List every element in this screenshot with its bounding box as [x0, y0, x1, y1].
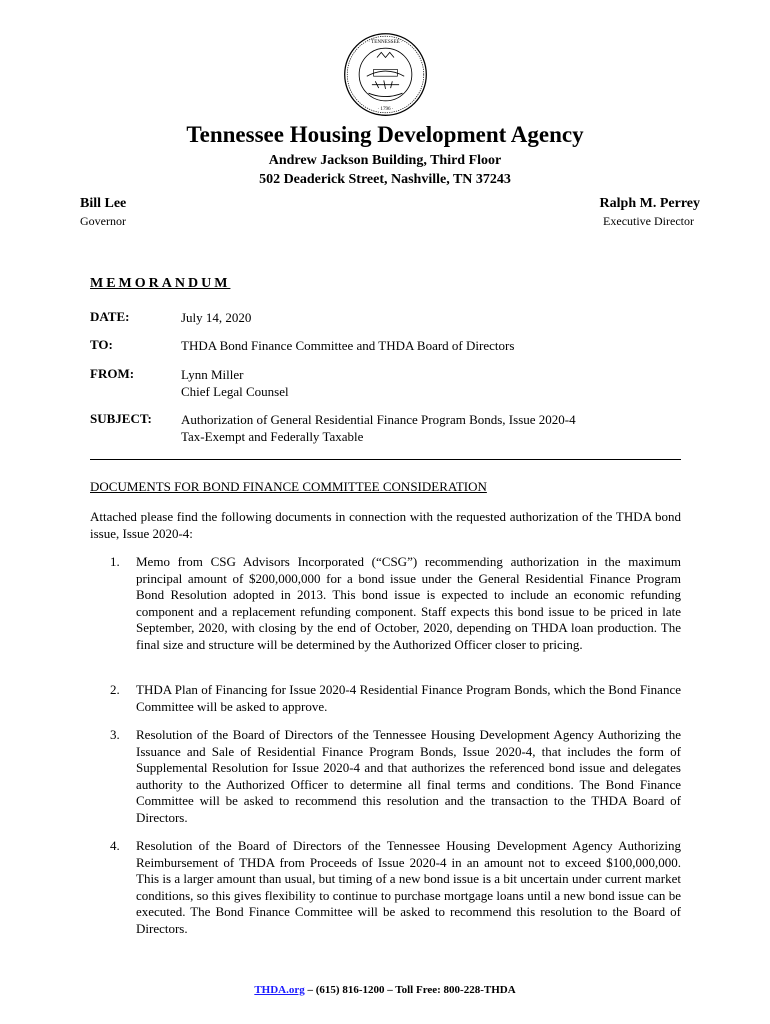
governor-title: Governor	[80, 214, 126, 228]
subject-line-1: Authorization of General Residential Finance Program Bonds, Issue 2020-4	[181, 412, 576, 427]
svg-text:· TENNESSEE ·: · TENNESSEE ·	[368, 39, 403, 46]
thda-website-link[interactable]: THDA.org	[254, 984, 305, 996]
director-title: Executive Director	[603, 214, 694, 228]
list-item-text: Resolution of the Board of Directors of the Tennessee Housing Development Agency Authorizing the Issuance and Sale of Residential Finance Program Bonds, Issue 2020-4, that includes the form of Supplemental Resolution for Issue 2020-4 and that authorizes the referenced bond issue and delegates authority to the Authorized Officer to determine all final terms and conditions. The Bond Finance Committee will be asked to recommend this resolution and the transaction to the THDA Board of Directors.	[136, 727, 681, 825]
to-value: THDA Bond Finance Committee and THDA Board of Directors	[181, 338, 515, 353]
agency-name: Tennessee Housing Development Agency	[186, 122, 584, 147]
list-item-number: 2.	[110, 682, 120, 697]
list-item-text: Memo from CSG Advisors Incorporated (“CSG”) recommending authorization in the maximum principal amount of $200,000,000 for a bond issue under the General Residential Finance Program Bond Resolution adopted in 2013. This bond issue is expected to include an economic refunding component and a replacement refunding component. Staff expects this bond issue to be priced in late September, 2020, with closing by the end of October, 2020, depending on THDA loan production. The final size and structure will be determined by the Authorized Officer closer to pricing.	[136, 554, 681, 652]
from-title: Chief Legal Counsel	[181, 384, 289, 399]
intro-paragraph: Attached please find the following documents in connection with the requested authorization of the THDA bond issue, Issue 2020-4:	[90, 509, 681, 541]
director-name: Ralph M. Perrey	[599, 196, 700, 211]
subject-label: SUBJECT:	[90, 411, 152, 426]
list-item-number: 1.	[110, 554, 120, 569]
subject-line-2: Tax-Exempt and Federally Taxable	[181, 429, 364, 444]
svg-text:· 1796 ·: · 1796 ·	[377, 106, 394, 113]
list-item-number: 4.	[110, 838, 120, 853]
from-name: Lynn Miller	[181, 367, 244, 382]
address-line-1: Andrew Jackson Building, Third Floor	[268, 153, 502, 168]
list-item-text: THDA Plan of Financing for Issue 2020-4 Residential Finance Program Bonds, which the Bond Finance Committee will be asked to approve.	[136, 682, 681, 714]
section-heading: DOCUMENTS FOR BOND FINANCE COMMITTEE CONSIDERATION	[90, 479, 487, 494]
to-label: TO:	[90, 337, 113, 352]
governor-name: Bill Lee	[80, 196, 127, 211]
date-value: July 14, 2020	[181, 310, 252, 325]
state-seal-icon	[343, 32, 428, 117]
list-item-number: 3.	[110, 727, 120, 742]
footer-contact	[0, 984, 770, 996]
memo-title: MEMORANDUM	[90, 276, 231, 291]
date-label: DATE:	[90, 309, 130, 324]
from-label: FROM:	[90, 366, 135, 381]
footer-contact-text: – (615) 816-1200 – Toll Free: 800-228-THDA	[304, 984, 516, 996]
list-item-text: Resolution of the Board of Directors of the Tennessee Housing Development Agency Authorizing Reimbursement of THDA from Proceeds of Issue 2020-4 in an amount not to exceed $100,000,000. This is a larger amount than usual, but timing of a new bond issue is a bit uncertain under current market conditions, so this gives flexibility to continue to purchase mortgage loans until a new bond issue can be executed. The Bond Finance Committee will be asked to recommend this resolution to the Board of Directors.	[136, 838, 681, 936]
address-line-2: 502 Deaderick Street, Nashville, TN 37243	[259, 172, 511, 187]
divider-rule	[90, 459, 681, 460]
